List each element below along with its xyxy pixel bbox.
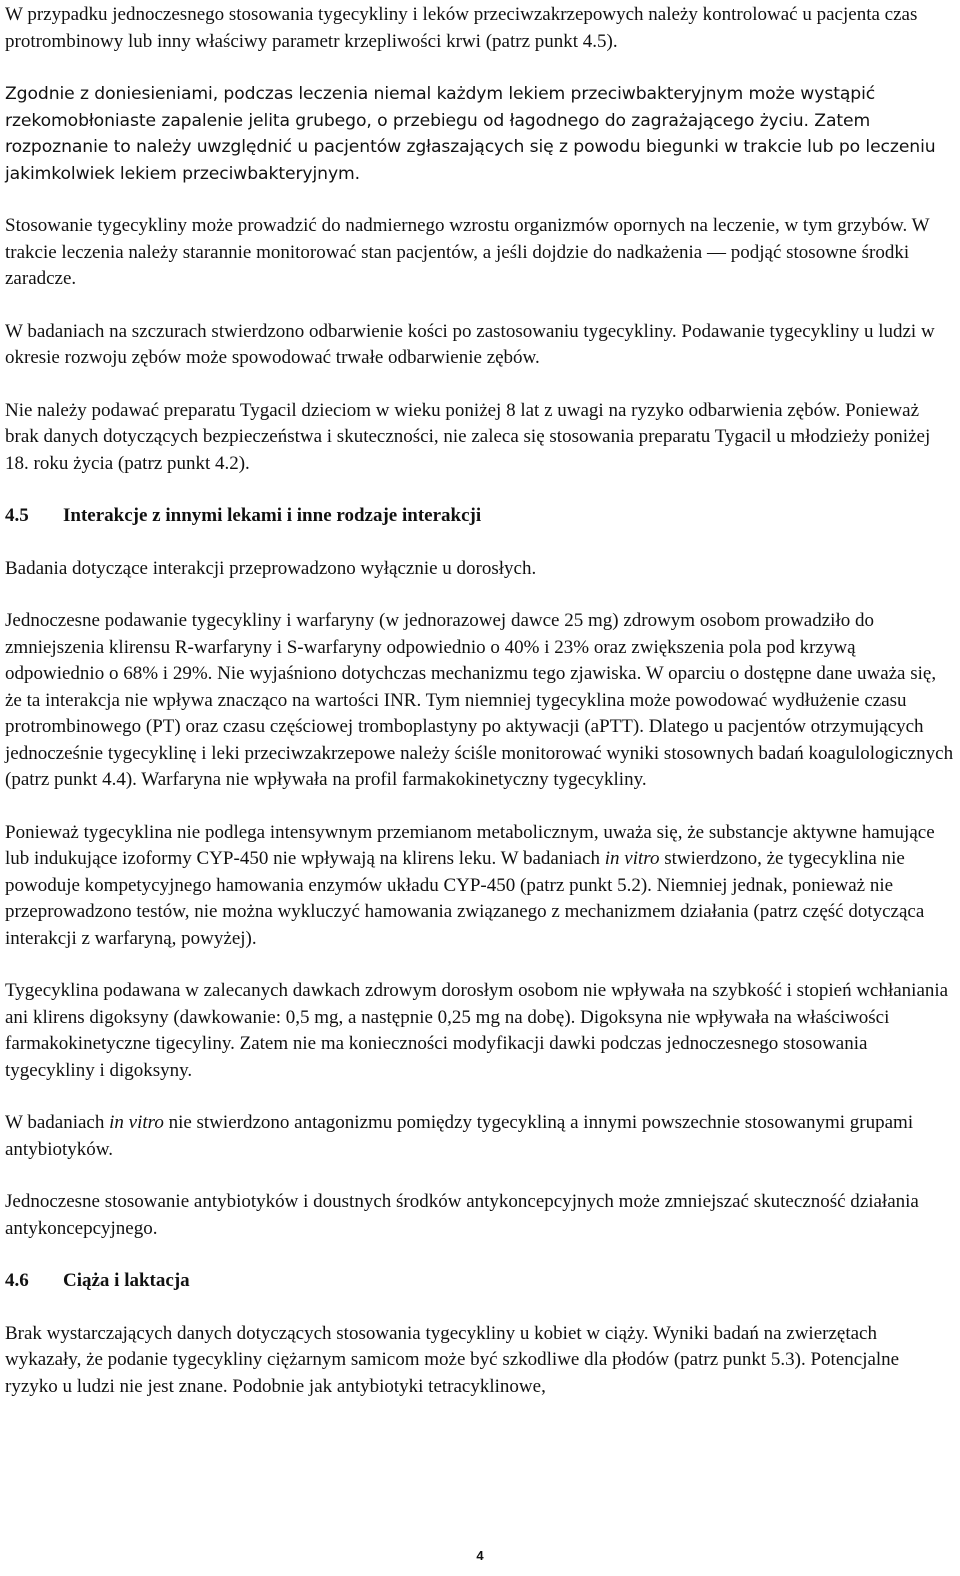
colitis-text: Zgodnie z doniesieniami, podczas leczenia niemal każdym lekiem przeciwbakteryjnym może wystąpić rzekomobłoniaste zapalenie jelita grubego, o przebiegu od łagodnego do zagrażającego życiu.: [5, 84, 876, 131]
paragraph-cyp450: [5, 820, 955, 953]
paragraph-overgrowth: [5, 213, 955, 293]
paragraph-contraception: Jednoczesne stosowanie antybiotyków i doustnych środków antykoncepcyjnych może zmniejszać skuteczność działania antykoncepcyjnego.: [5, 1191, 919, 1239]
colitis-text-continued: Zatem rozpoznanie to należy uwzględnić u pacjentów zgłaszających się z powodu biegunki w trakcie lub po leczeniu jakimkolwiek lekiem przeciwbakteryjnym.: [5, 110, 936, 184]
paragraph-digoxin: Tygecyklina podawana w zalecanych dawkach zdrowym dorosłym osobom nie wpływała na szybkość i stopień wchłaniania ani klirens digoksyny (dawkowanie: 0,5 mg, a następnie 0,25 mg na dobę). Digoksyna nie wpływała na właściwości farmakokinetyczne tigecyliny. Zatem nie ma konieczności modyfikacji dawki podczas jednoczesnego stosowania tygecykliny i digoksyny.: [5, 980, 949, 1081]
section-number: 4.6: [5, 1270, 29, 1291]
paragraph-pediatric: Nie należy podawać preparatu Tygacil dzieciom w wieku poniżej 8 lat z uwagi na ryzyko odbarwienia zębów. Ponieważ brak danych dotyczących bezpieczeństwa i skuteczności, nie zaleca się stosowania preparatu Tygacil u młodzieży poniżej 18. roku życia (patrz punkt 4.2).: [5, 399, 931, 474]
paragraph-adults-only: Badania dotyczące interakcji przeprowadzono wyłącznie u dorosłych.: [5, 557, 537, 579]
section-heading-4-5: [5, 503, 955, 530]
cyp450-text: Ponieważ tygecyklina nie podlega intensywnym przemianom metabolicznym, uważa się, że substancje aktywne hamujące lub indukujące izoformy CYP-450 nie wpływają na klirens leku. W badaniach: [5, 821, 935, 869]
antagonism-text: W badaniach: [5, 1112, 110, 1133]
paragraph-antagonism: [5, 1110, 955, 1163]
paragraph-tooth-discoloration: W badaniach na szczurach stwierdzono odbarwienie kości po zastosowaniu tygecykliny. Podawanie tygecykliny u ludzi w okresie rozwoju zębów może spowodować trwałe odbarwienie zębów.: [5, 320, 935, 368]
section-number: 4.5: [5, 505, 29, 526]
paragraph-colitis: [5, 81, 955, 187]
section-title: Interakcje z innymi lekami i inne rodzaje interakcji: [63, 505, 482, 526]
overgrowth-text-continued: W trakcie leczenia należy starannie monitorować stan pacjentów, a jeśli dojdzie do nadkażenia — podjąć stosowne środki zaradcze.: [5, 215, 930, 289]
section-heading-4-6: [5, 1268, 955, 1295]
antagonism-text-continued: nie stwierdzono antagonizmu pomiędzy tygecykliną a innymi powszechnie stosowanymi grupami antybiotyków.: [5, 1112, 914, 1160]
page-number: 4: [476, 1548, 484, 1563]
section-title: Ciąża i laktacja: [63, 1270, 190, 1291]
cyp450-text-continued: stwierdzono, że tygecyklina nie powoduje kompetycyjnego hamowania enzymów układu CYP-450 (patrz punkt 5.2). Niemniej jednak, ponieważ nie przeprowadzono testów, nie można wykluczyć hamowania związanego z mechanizmem działania (patrz część dotycząca interakcji z warfaryną, powyżej).: [5, 848, 925, 949]
in-vitro-italic: in vitro: [604, 848, 660, 869]
paragraph-warfarin: Jednoczesne podawanie tygecykliny i warfaryny (w jednorazowej dawce 25 mg) zdrowym osobom prowadziło do zmniejszenia klirensu R-warfaryny i S-warfaryny odpowiednio o 40% i 23% oraz zwiększenia pola pod krzywą odpowiednio o 68% i 29%. Nie wyjaśniono dotychczas mechanizmu tego zjawiska. W oparciu o dostępne dane uważa się, że ta interakcja nie wpływa znacząco na wartości INR. Tym niemniej tygecyklina może powodować wydłużenie czasu protrombinowego (PT) oraz czasu częściowej tromboplastyny po aktywacji (aPTT). Dlatego u pacjentów otrzymujących jednocześnie tygecyklinę i leki przeciwzakrzepowe należy ściśle monitorować wyniki stosownych badań koagulologicznych (patrz punkt 4.4). Warfaryna nie wpływała na profil farmakokinetyczny tygecykliny.: [5, 610, 954, 790]
document-page: [5, 0, 955, 1400]
paragraph-pregnancy: Brak wystarczających danych dotyczących stosowania tygecykliny u kobiet w ciąży. Wyniki badań na zwierzętach wykazały, że podanie tygecykliny ciężarnym samicom może być szkodliwe dla płodów (patrz punkt 5.3). Potencjalne ryzyko u ludzi nie jest znane. Podobnie jak antybiotyki tetracyklinowe,: [5, 1322, 900, 1397]
overgrowth-text: Stosowanie tygecykliny może prowadzić do nadmiernego wzrostu organizmów opornych na leczenie, w tym grzybów.: [5, 215, 908, 236]
paragraph-anticoagulant-warning: W przypadku jednoczesnego stosowania tygecykliny i leków przeciwzakrzepowych należy kontrolować u pacjenta czas protrombinowy lub inny właściwy parametr krzepliwości krwi (patrz punkt 4.5).: [5, 4, 918, 52]
in-vitro-italic: in vitro: [109, 1112, 164, 1133]
